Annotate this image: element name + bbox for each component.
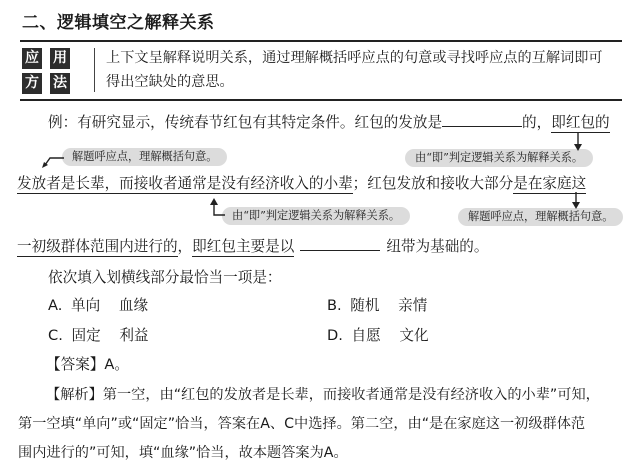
- method-divider: [94, 48, 95, 92]
- option-c: [48, 326, 149, 346]
- example-text: ；红包发放和接收大部分: [352, 175, 514, 192]
- option-letter: B.: [327, 297, 342, 314]
- option-d: [327, 326, 429, 346]
- method-badge-char: 方: [22, 73, 42, 94]
- example-line-1: [48, 112, 610, 133]
- analysis-line-2: 第一空填“单向”或“固定”恰当，答案在A、C中选择。第二空，由“是在家庭这一初级群体范: [18, 416, 586, 432]
- method-badge-char: 用: [50, 48, 70, 69]
- arrow-icon: [572, 132, 584, 152]
- example-line-2: [17, 174, 586, 194]
- method-text: 上下文呈解释说明关系，通过理解概括呼应点的句意或寻找呼应点的互解词即可得出空缺处的意思。: [106, 50, 603, 90]
- underlined-phrase: 是在家庭这: [513, 175, 587, 192]
- annotation-note: 由“即”判定逻辑关系为解释关系。: [405, 149, 593, 167]
- option-letter: C.: [48, 327, 63, 344]
- annotation-note: 由“即”判定逻辑关系为解释关系。: [222, 207, 410, 225]
- analysis-line-1: 【解析】第一空，由“红包的发放者是长辈，而接收者通常是没有经济收入的小辈”可知，: [46, 387, 600, 403]
- underlined-phrase: 即红包的: [551, 114, 610, 131]
- example-text: ，: [177, 238, 193, 255]
- underlined-phrase: 即红包主要是以: [192, 238, 295, 255]
- option-a: [48, 296, 148, 316]
- example-text: 例：有研究显示，传统春节红包有其特定条件。红包的发放是: [48, 114, 443, 131]
- option-word: 自愿: [351, 327, 381, 344]
- question-text: 依次填入划横线部分最恰当一项是：: [48, 269, 282, 286]
- option-b: [327, 296, 427, 316]
- arrow-icon: [570, 192, 582, 210]
- underlined-phrase: 一初级群体范围内进行的: [17, 238, 178, 255]
- example-text: 纽带为基础的。: [386, 238, 489, 255]
- option-word: 利益: [119, 327, 149, 344]
- section-title: 二、逻辑填空之解释关系: [22, 13, 215, 33]
- example-line-3: [17, 236, 489, 257]
- analysis-line-3: 围内进行的”可知，填“血缘”恰当，故本题答案为A。: [18, 445, 348, 461]
- method-badge-char: 法: [50, 73, 70, 94]
- arrow-icon: [203, 196, 225, 226]
- blank-1: [442, 112, 522, 127]
- underlined-phrase: 发放者是长辈，而接收者通常是没有经济收入的小辈: [17, 175, 353, 192]
- option-letter: D.: [327, 327, 343, 344]
- annotation-note: 解题呼应点，理解概括句意。: [458, 208, 623, 226]
- answer-text: 【答案】A。: [46, 356, 129, 373]
- option-letter: A.: [48, 297, 63, 314]
- example-text: 的，: [522, 114, 552, 131]
- option-word: 随机: [350, 297, 380, 314]
- option-word: 单向: [71, 297, 101, 314]
- blank-2: [300, 236, 380, 251]
- option-word: 固定: [71, 327, 101, 344]
- method-badge-char: 应: [22, 48, 42, 69]
- annotation-note: 解题呼应点，理解概括句意。: [62, 148, 227, 166]
- option-word: 血缘: [118, 297, 149, 314]
- arrow-icon: [40, 150, 66, 170]
- option-word: 亲情: [398, 297, 428, 314]
- method-box: [20, 40, 622, 101]
- option-word: 文化: [399, 327, 429, 344]
